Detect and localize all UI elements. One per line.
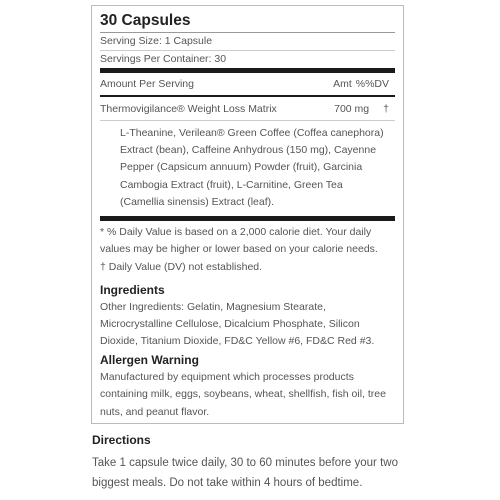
allergen-heading: Allergen Warning <box>100 353 199 368</box>
amount-header-row <box>100 73 395 95</box>
blend-name: Thermovigilance® Weight Loss Matrix <box>100 102 277 115</box>
serving-size: Serving Size: 1 Capsule <box>100 35 213 47</box>
dv-column-label: %%DV <box>355 78 389 90</box>
directions-text: Take 1 capsule twice daily, 30 to 60 minutes before your two biggest meals. Do not take within 4 hours of bedtime. <box>92 457 398 489</box>
dagger-footnote: † Daily Value (DV) not established. <box>100 261 263 274</box>
blend-ingredient-list: L-Theanine, Verilean® Green Coffee (Coffea canephora) Extract (bean), Caffeine Anhydrous (150 mg), Cayenne Pepper (Capsicum annuum) Powder (fruit), Garcinia Cambogia Extract (fruit), L-Carnitine, Green Tea (Camellia sinensis) Extract (leaf). <box>120 127 384 208</box>
supplement-facts-panel <box>91 5 404 424</box>
amount-per-serving-label: Amount Per Serving <box>100 78 194 90</box>
ingredients-heading: Ingredients <box>100 282 165 297</box>
amt-column-label: Amt <box>333 78 352 90</box>
servings-per-container: Servings Per Container: 30 <box>100 53 227 65</box>
blend-dv: † <box>383 102 389 115</box>
ingredients-text: Other Ingredients: Gelatin, Magnesium Stearate, Microcrystalline Cellulose, Dicalcium Phosphate, Silicon Dioxide, Titanium Dioxide, FD&C Yellow #6, FD&C Red #3. <box>100 300 375 348</box>
blend-amount: 700 mg <box>334 102 370 115</box>
directions-heading: Directions <box>92 433 151 447</box>
daily-value-footnote: * % Daily Value is based on a 2,000 calorie diet. Your daily values may be higher or lower based on your calorie needs. <box>100 226 378 256</box>
blend-row <box>100 97 395 120</box>
bottom-thick-divider <box>100 216 395 221</box>
allergen-text: Manufactured by equipment which processes products containing milk, eggs, soybeans, wheat, shellfish, fish oil, tree nuts, and peanut flavor. <box>100 371 386 418</box>
panel-title: 30 Capsules <box>100 12 191 29</box>
